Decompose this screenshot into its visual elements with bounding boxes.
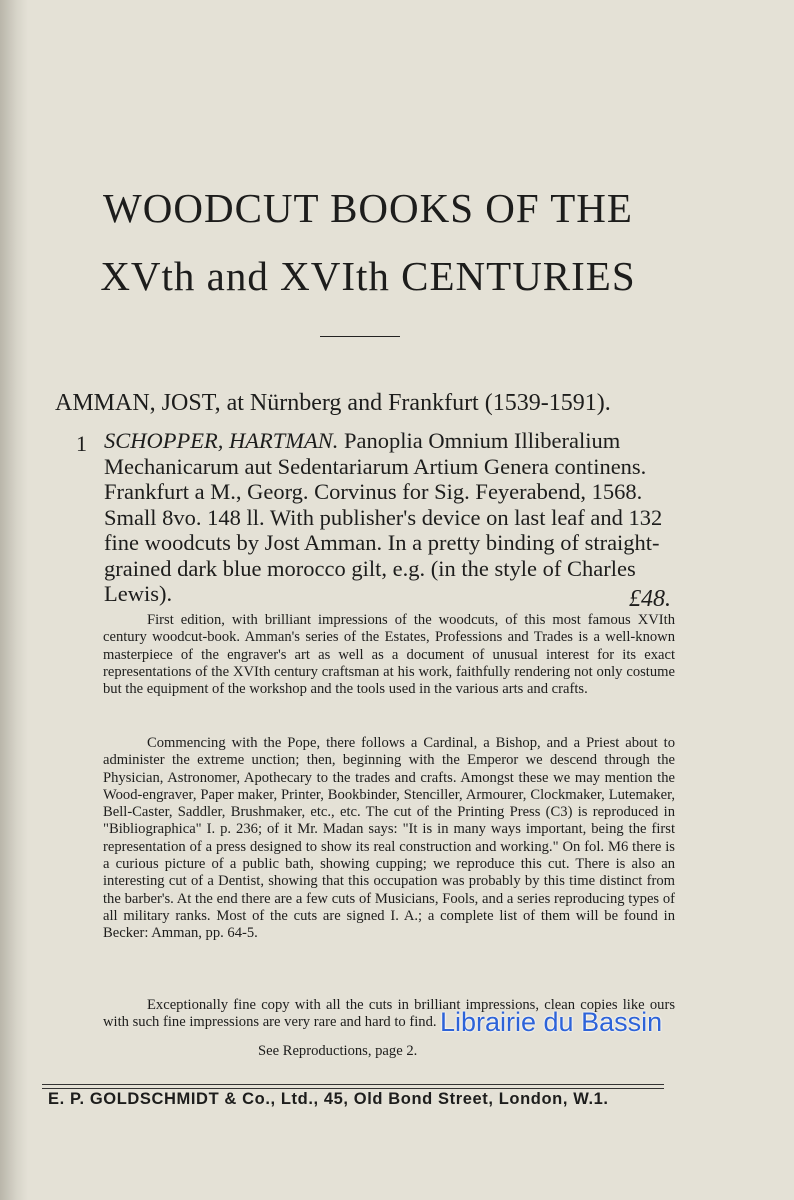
publisher-footer: E. P. GOLDSCHMIDT & Co., Ltd., 45, Old Bond Street, London, W.1. [48,1090,609,1108]
paragraph-contents: Commencing with the Pope, there follows a Cardinal, a Bishop, and a Priest about to administer the extreme unction; then, beginning with the Emperor we descend through the Physician, Astronomer, Apothecary to the trades and crafts. Amongst these we may mention the Wood-engraver, Paper maker, Printer, Bookbinder, Stenciller, Armourer, Clockmaker, Lutemaker, Bell-Caster, Saddler, Brushmaker, etc., etc. The cut of the Printing Press (C3) is reproduced in "Bibliographica" I. p. 236; of it Mr. Madan says: "It is in many ways important, being the first representation of a press designed to show its real construction and working." On fol. M6 there is a curious picture of a public bath, showing cupping; we reproduce this cut. There is also an interesting cut of a Dentist, showing that this occupation was probably by this time distinct from the barber's. At the end there are a few cuts of Musicians, Fools, and a series reproducing types of all military ranks. Most of the cuts are signed I. A.; a complete list of them will be found in Becker: Amman, pp. 64-5. [103,735,675,942]
entry-price: £48. [629,586,671,612]
see-reproductions-note: See Reproductions, page 2. [258,1043,418,1059]
paragraph-condition: Exceptionally fine copy with all the cuts in brilliant impressions, clean copies like ours with such fine impressions are very rare and hard to find. [103,997,675,1031]
title-divider [320,336,400,337]
entry-number: 1 [76,431,87,456]
entry-author: SCHOPPER, HARTMAN. [104,428,339,453]
page-title-line-1: WOODCUT BOOKS OF THE [103,185,633,231]
entry-description-block [104,428,680,607]
page-title-line-2: XVth and XVIth CENTURIES [100,253,636,299]
paragraph-first-edition: First edition, with brilliant impressions of the woodcuts, of this most famous XVIth century woodcut-book. Amman's series of the Estates, Professions and Trades is a well-known masterpiece of the engraver's art as well as a document of unusual interest for its exact representations of the XVIth century craftsman at his work, faithfully rendering not only costume but the equipment of the workshop and the tools used in the various arts and crafts. [103,612,675,698]
author-heading: AMMAN, JOST, at Nürnberg and Frankfurt (1539-1591). [55,390,611,416]
entry-description: Panoplia Omnium Illiberalium Mechanicarum aut Sedentariarum Artium Genera continens. Frankfurt a M., Georg. Corvinus for Sig. Feyerabend, 1568. Small 8vo. 148 ll. With publisher's device on last leaf and 132 fine woodcuts by Jost Amman. In a pretty binding of straight-grained dark blue morocco gilt, e.g. (in the style of Charles Lewis). [104,428,663,606]
watermark: Librairie du Bassin [440,1007,663,1037]
footer-rule [42,1084,664,1089]
